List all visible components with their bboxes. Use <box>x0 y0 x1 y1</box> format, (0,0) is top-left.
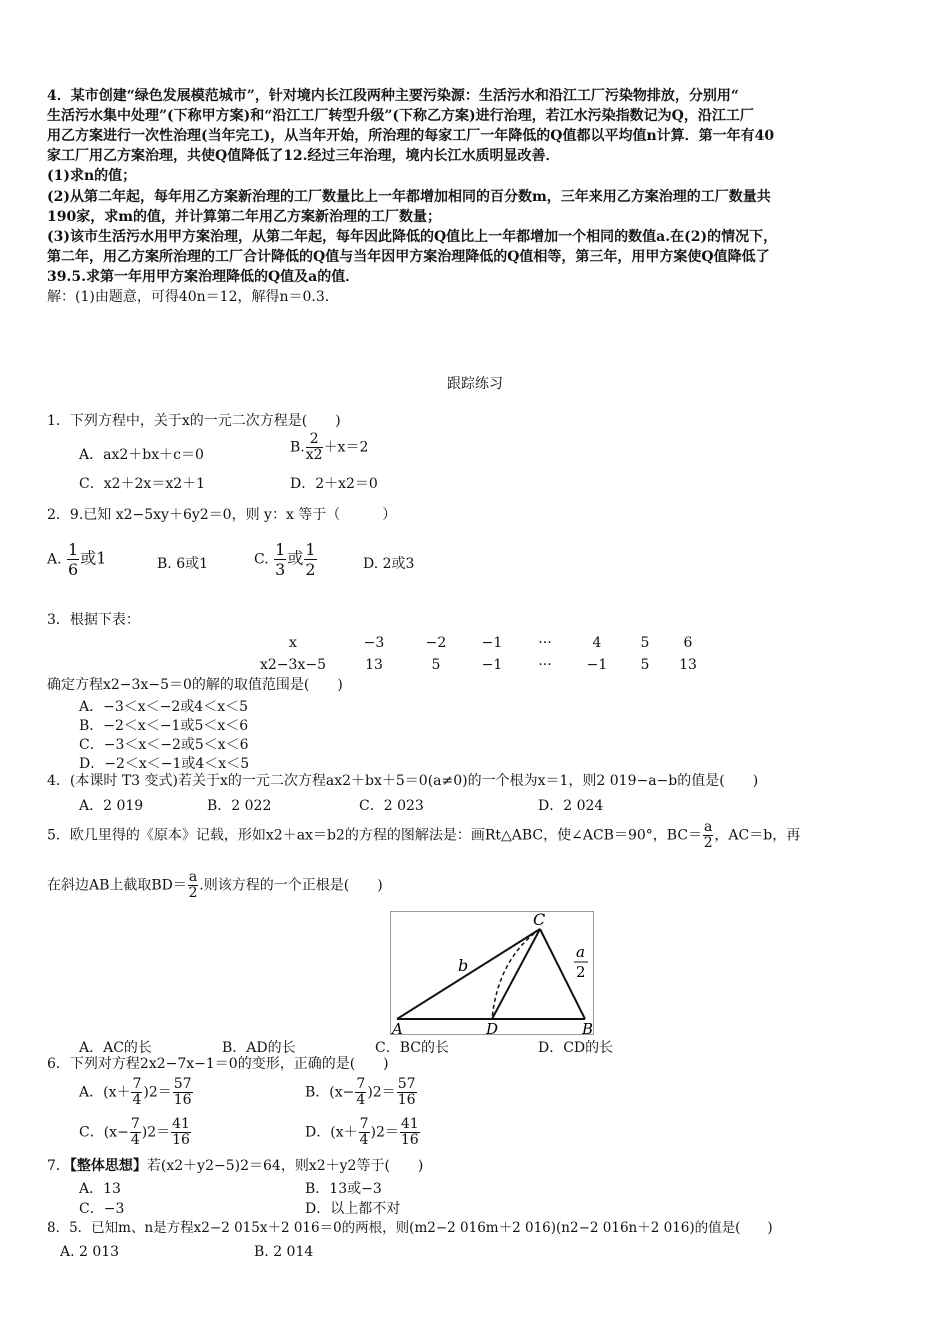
exercise-1-option-a: A．ax2＋bx＋c＝0 <box>79 447 204 463</box>
triangle-figure <box>390 911 594 1035</box>
exercise-1-option-b: B. $\frac{2}{x2}$ ＋x＝2 <box>290 431 369 463</box>
exercise-2-option-d: D. 2或3 <box>363 556 415 572</box>
q4-line-6: (2)从第二年起，每年用乙方案新治理的工厂数量比上一年都增加相同的百分数m，三年来用乙方案治理的工厂数量共 <box>47 189 771 205</box>
exercise-5-stem-line-2: 在斜边AB上截取BD＝ $\frac{a}{2}$ .则该方程的一个正根是( ) <box>47 869 383 901</box>
q4-line-5: (1)求n的值； <box>47 168 137 184</box>
q4-line-3: 用乙方案进行一次性治理(当年完工)，从当年开始，所治理的每家工厂一年降低的Q值都以平均值n计算．第一年有40 <box>47 128 775 144</box>
q4-solution: 解：(1)由题意，可得40n＝12，解得n＝0.3. <box>47 289 330 305</box>
exercise-8-option-b: B. 2 014 <box>254 1244 314 1260</box>
exercise-3-option-a: A．−3＜x＜−2或4＜x＜5 <box>79 699 248 715</box>
fraction-denominator: x2 <box>305 447 323 463</box>
fraction-numerator: 2 <box>306 432 323 448</box>
exercise-2-option-a: A. $\frac{1}{6}$ 或1 <box>47 540 107 579</box>
exercise-6-option-d: D．(x＋ $\frac{7}{4}$ )2＝ $\frac{41}{16}$ <box>305 1116 419 1148</box>
exercise-4-option-c: C．2 023 <box>359 798 424 814</box>
table-row: x −3 −2 −1 ··· 4 5 6 <box>289 635 693 651</box>
q4-line-2: 生活污水集中处理”(下称甲方案)和“沿江工厂转型升级”(下称乙方案)进行治理，若江水污染指数记为Q，沿江工厂 <box>47 108 754 124</box>
label-side-two: 2 <box>576 963 586 981</box>
q4-line-8: (3)该市生活污水用甲方案治理，从第二年起，每年因此降低的Q值比上一年都增加一个相同的数值a.在(2)的情况下， <box>47 229 778 245</box>
label-d: D <box>486 1020 499 1035</box>
section-title: 跟踪练习 <box>447 376 503 392</box>
exercise-5-option-b: B．AD的长 <box>222 1040 296 1056</box>
exercise-3-option-d: D．−2＜x＜−1或4＜x＜5 <box>79 756 250 772</box>
label-c: C <box>533 911 546 929</box>
exercise-5-option-c: C．BC的长 <box>375 1040 449 1056</box>
exercise-6-stem: 6．下列对方程2x2−7x−1＝0的变形，正确的是( ) <box>47 1056 389 1072</box>
exercise-7-option-d: D．以上都不对 <box>305 1201 401 1217</box>
exercise-6-option-c: C．(x− $\frac{7}{4}$ )2＝ $\frac{41}{16}$ <box>79 1116 190 1148</box>
exercise-5-stem: 5．欧几里得的《原本》记载，形如x2＋ax＝b2的方程的图解法是：画Rt△ABC，使∠ACB＝90°，BC＝ $\frac{a}{2}$ ，AC＝b，再 <box>47 819 801 851</box>
segment-ac <box>397 929 540 1019</box>
exercise-6-option-b: B．(x− $\frac{7}{4}$ )2＝ $\frac{57}{16}$ <box>305 1076 416 1108</box>
value-table <box>246 632 710 676</box>
exercise-7-option-b: B．13或−3 <box>305 1181 382 1197</box>
exercise-2-option-b: B. 6或1 <box>157 556 209 572</box>
exercise-7-stem: 7．【整体思想】若(x2＋y2−5)2＝64，则x2＋y2等于( ) <box>47 1158 424 1174</box>
label-side-a: a <box>576 943 585 961</box>
exercise-4-option-a: A．2 019 <box>79 798 144 814</box>
q4-line-10: 39.5.求第一年用甲方案治理降低的Q值及a的值． <box>47 269 360 285</box>
exercise-2-stem: 2．9.已知 x2−5xy＋6y2＝0，则 y：x 等于（ ） <box>47 507 397 523</box>
exercise-8-option-a: A. 2 013 <box>60 1244 120 1260</box>
exercise-6-option-a: A．(x＋ $\frac{7}{4}$ )2＝ $\frac{57}{16}$ <box>79 1076 192 1108</box>
exercise-7-option-c: C．−3 <box>79 1201 125 1217</box>
exercise-4-option-d: D．2 024 <box>538 798 604 814</box>
exercise-1-option-d: D．2＋x2＝0 <box>290 476 378 492</box>
exercise-5-option-d: D．CD的长 <box>538 1040 614 1056</box>
q4-line-1: 4．某市创建“绿色发展模范城市”，针对境内长江段两种主要污染源：生活污水和沿江工厂污染物排放，分别用“ <box>47 88 739 104</box>
exercise-3-option-b: B．−2＜x＜−1或5＜x＜6 <box>79 718 249 734</box>
exercise-4-stem: 4．(本课时 T3 变式)若关于x的一元二次方程ax2＋bx＋5＝0(a≠0)的一个根为x＝1，则2 019−a−b的值是( ) <box>47 773 759 789</box>
exercise-7-option-a: A．13 <box>79 1181 121 1197</box>
label-side-b: b <box>458 956 469 975</box>
segment-cd <box>492 929 540 1019</box>
q4-line-9: 第二年，用乙方案所治理的工厂合计降低的Q值与当年因甲方案治理降低的Q值相等，第三年，用甲方案使Q值降低了 <box>47 249 770 265</box>
exercise-8-stem: 8．5．已知m、n是方程x2−2 015x＋2 016＝0的两根，则(m2−2 016m＋2 016)(n2−2 016n＋2 016)的值是( ) <box>47 1220 773 1236</box>
label-a: A <box>392 1020 403 1035</box>
exercise-3-stem: 3．根据下表： <box>47 612 140 628</box>
q4-line-4: 家工厂用乙方案治理，共使Q值降低了12.经过三年治理，境内长江水质明显改善． <box>47 148 560 164</box>
label-b: B <box>582 1020 594 1035</box>
exercise-2-option-c: C. $\frac{1}{3}$ 或 $\frac{1}{2}$ <box>254 540 316 579</box>
q4-line-7: 190家，求m的值，并计算第二年用乙方案新治理的工厂数量； <box>47 209 442 225</box>
exercise-1-stem: 1．下列方程中，关于x的一元二次方程是( ) <box>47 413 341 429</box>
exercise-5-option-a: A．AC的长 <box>79 1040 152 1056</box>
table-row: x2−3x−5 13 5 −1 ··· −1 5 13 <box>260 657 697 673</box>
exercise-1-option-c: C．x2＋2x＝x2＋1 <box>79 476 206 492</box>
exercise-3-question: 确定方程x2−3x−5＝0的解的取值范围是( ) <box>47 677 343 693</box>
exercise-3-option-c: C．−3＜x＜−2或5＜x＜6 <box>79 737 249 753</box>
exercise-4-option-b: B．2 022 <box>207 798 272 814</box>
